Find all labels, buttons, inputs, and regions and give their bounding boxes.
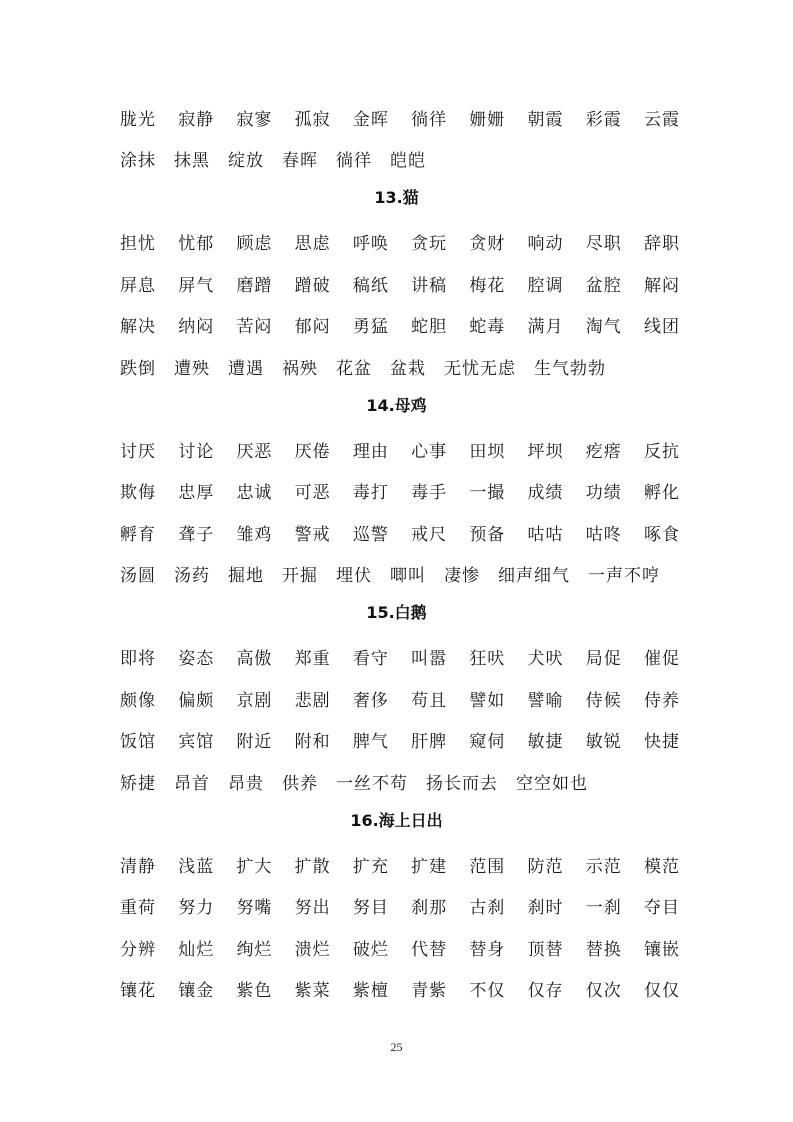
vocabulary-word: 努出: [294, 898, 331, 918]
word-row: [120, 310, 680, 340]
vocabulary-word: 线团: [643, 317, 680, 337]
vocabulary-word: 蹭破: [294, 275, 331, 296]
vocabulary-word: 范围: [469, 856, 506, 877]
vocabulary-word: 催促: [643, 649, 680, 669]
word-row: [120, 849, 680, 879]
vocabulary-word: 腔调: [527, 275, 564, 296]
vocabulary-word: 灿烂: [178, 939, 215, 960]
word-row: [120, 476, 680, 506]
vocabulary-word: 抹黑: [174, 151, 210, 171]
vocabulary-word: 局促: [585, 649, 622, 669]
vocabulary-word: 寂寥: [236, 109, 273, 130]
vocabulary-word: 忧郁: [178, 234, 215, 254]
vocabulary-word: 昂首: [174, 773, 210, 794]
vocabulary-word: 仅存: [527, 981, 564, 1001]
vocabulary-word: 仅次: [585, 981, 622, 1001]
vocabulary-word: 跌倒: [120, 358, 156, 379]
vocabulary-word: 贪财: [469, 234, 506, 254]
vocabulary-word: 辞职: [643, 234, 680, 254]
vocabulary-word: 分辨: [120, 939, 156, 960]
vocabulary-word: 努目: [352, 898, 389, 918]
vocabulary-word: 悲剧: [294, 690, 331, 711]
vocabulary-word: 替身: [469, 939, 506, 960]
word-row: [120, 268, 680, 298]
vocabulary-word: 譬如: [469, 690, 506, 711]
vocabulary-word: 郁闷: [294, 317, 331, 337]
vocabulary-word: 胧光: [120, 109, 156, 130]
vocabulary-word: 彩霞: [585, 109, 622, 130]
vocabulary-word: 窥伺: [469, 732, 506, 752]
vocabulary-word: 磨蹭: [236, 275, 273, 296]
vocabulary-word: 警戒: [294, 524, 331, 545]
vocabulary-word: 紫色: [236, 981, 273, 1001]
lesson-heading: 16.海上日出: [350, 810, 443, 830]
vocabulary-word: 汤药: [174, 566, 210, 586]
vocabulary-word: 扩大: [236, 856, 273, 877]
vocabulary-word: 顶替: [527, 939, 564, 960]
vocabulary-word: 咕咚: [585, 524, 622, 545]
vocabulary-word: 遭遇: [228, 358, 264, 379]
vocabulary-word: 譬喻: [527, 690, 564, 711]
vocabulary-word: 春晖: [282, 151, 318, 171]
vocabulary-word: 预备: [469, 524, 506, 545]
vocabulary-word: 紫檀: [352, 981, 389, 1001]
vocabulary-word: 理由: [352, 441, 389, 462]
vocabulary-word: 皑皑: [390, 151, 426, 171]
vocabulary-word: 侍养: [643, 690, 680, 711]
vocabulary-word: 蛇毒: [469, 317, 506, 337]
vocabulary-word: 欺侮: [120, 483, 156, 503]
page-number: 25: [390, 1040, 403, 1054]
vocabulary-word: 模范: [643, 856, 680, 877]
vocabulary-word: 一声不哼: [588, 566, 660, 586]
word-row: [120, 683, 680, 713]
vocabulary-word: 郑重: [294, 649, 331, 669]
vocabulary-word: 扩建: [411, 856, 448, 877]
vocabulary-word: 屏气: [178, 275, 215, 296]
vocabulary-word: 即将: [120, 649, 156, 669]
vocabulary-word: 偏颇: [178, 690, 215, 711]
lesson-heading: 13.猫: [374, 188, 419, 207]
vocabulary-word: 示范: [585, 856, 622, 877]
vocabulary-word: 花盆: [336, 358, 372, 379]
vocabulary-word: 替换: [585, 939, 622, 960]
vocabulary-word: 破烂: [352, 939, 389, 960]
vocabulary-word: 姿态: [178, 649, 215, 669]
vocabulary-word: 看守: [352, 649, 389, 669]
vocabulary-word: 勇猛: [352, 317, 389, 337]
vocabulary-word: 昂贵: [228, 773, 264, 794]
vocabulary-word: 京剧: [236, 690, 273, 711]
word-row: [120, 227, 680, 257]
vocabulary-word: 颇像: [120, 690, 156, 711]
vocabulary-word: 镶嵌: [643, 939, 680, 960]
vocabulary-word: 朝霞: [527, 109, 564, 130]
word-row: [120, 974, 680, 1004]
vocabulary-word: 唧叫: [390, 566, 426, 586]
vocabulary-word: 顾虑: [236, 234, 273, 254]
vocabulary-word: 田坝: [469, 441, 506, 462]
vocabulary-word: 一刹: [585, 898, 622, 918]
vocabulary-word: 紫菜: [294, 981, 331, 1001]
vocabulary-word: 成绩: [527, 483, 564, 503]
vocabulary-word: 苦闷: [236, 317, 273, 337]
vocabulary-word: 孵育: [120, 524, 156, 545]
vocabulary-word: 夺目: [643, 898, 680, 918]
vocabulary-word: 反抗: [643, 441, 680, 462]
vocabulary-word: 空空如也: [516, 773, 588, 794]
vocabulary-word: 溃烂: [294, 939, 331, 960]
vocabulary-word: 蛇胆: [411, 317, 448, 337]
vocabulary-word: 脾气: [352, 732, 389, 752]
word-row: [120, 891, 680, 921]
vocabulary-word: 古刹: [469, 898, 506, 918]
vocabulary-word: 附和: [294, 732, 331, 752]
vocabulary-word: 孵化: [643, 483, 680, 503]
vocabulary-word: 高傲: [236, 649, 273, 669]
vocabulary-word: 徜徉: [336, 151, 372, 171]
vocabulary-word: 镶金: [178, 981, 215, 1001]
vocabulary-word: 青紫: [411, 981, 448, 1001]
vocabulary-word: 忠诚: [236, 483, 273, 503]
vocabulary-word: 金晖: [352, 109, 389, 130]
word-row: [120, 351, 680, 381]
vocabulary-word: 汤圆: [120, 566, 156, 586]
vocabulary-word: 埋伏: [336, 566, 372, 586]
vocabulary-word: 刹那: [411, 898, 448, 918]
vocabulary-word: 努嘴: [236, 898, 273, 918]
vocabulary-word: 坪坝: [527, 441, 564, 462]
vocabulary-word: 供养: [282, 773, 318, 794]
vocabulary-word: 扩充: [352, 856, 389, 877]
vocabulary-word: 努力: [178, 898, 215, 918]
vocabulary-word: 孤寂: [294, 109, 331, 130]
vocabulary-word: 开掘: [282, 566, 318, 586]
vocabulary-word: 镶花: [120, 981, 156, 1001]
vocabulary-word: 狂吠: [469, 649, 506, 669]
vocabulary-word: 疙瘩: [585, 441, 622, 462]
vocabulary-word: 姗姗: [469, 109, 506, 130]
vocabulary-word: 纳闷: [178, 317, 215, 337]
vocabulary-word: 附近: [236, 732, 273, 752]
vocabulary-word: 矫捷: [120, 773, 156, 794]
lesson-heading: 15.白鹅: [366, 603, 427, 622]
lesson-heading: 14.母鸡: [366, 395, 427, 415]
vocabulary-word: 代替: [411, 939, 448, 960]
vocabulary-word: 解闷: [643, 275, 680, 296]
vocabulary-word: 讨厌: [120, 441, 156, 462]
word-row: [120, 766, 680, 796]
vocabulary-word: 戒尺: [411, 524, 448, 545]
vocabulary-word: 聋子: [178, 524, 215, 545]
word-row: [120, 434, 680, 464]
vocabulary-word: 涂抹: [120, 151, 156, 171]
vocabulary-word: 寂静: [178, 109, 215, 130]
vocabulary-word: 盆栽: [390, 358, 426, 379]
vocabulary-word: 梅花: [469, 275, 506, 296]
vocabulary-word: 雏鸡: [236, 524, 273, 545]
vocabulary-word: 毒打: [352, 483, 389, 503]
vocabulary-word: 凄惨: [444, 566, 480, 586]
vocabulary-word: 不仅: [469, 981, 506, 1001]
vocabulary-word: 绽放: [228, 151, 264, 171]
word-row: [120, 559, 680, 589]
vocabulary-word: 仅仅: [643, 981, 680, 1001]
vocabulary-word: 解决: [120, 317, 156, 337]
vocabulary-word: 咕咕: [527, 524, 564, 545]
vocabulary-word: 啄食: [643, 524, 680, 545]
word-row: [120, 102, 680, 132]
vocabulary-word: 可恶: [294, 483, 331, 503]
vocabulary-word: 敏锐: [585, 732, 622, 752]
vocabulary-word: 尽职: [585, 234, 622, 254]
vocabulary-word: 担忧: [120, 234, 156, 254]
vocabulary-word: 细声细气: [498, 566, 570, 586]
vocabulary-word: 呼唤: [352, 234, 389, 254]
word-row: [120, 517, 680, 547]
word-row: [120, 932, 680, 962]
vocabulary-word: 毒手: [411, 483, 448, 503]
vocabulary-word: 淘气: [585, 317, 622, 337]
vocabulary-word: 刹时: [527, 898, 564, 918]
vocabulary-word: 防范: [527, 856, 564, 877]
word-row: [120, 144, 680, 174]
vocabulary-word: 敏捷: [527, 732, 564, 752]
vocabulary-word: 厌倦: [294, 441, 331, 462]
vocabulary-word: 扬长而去: [426, 773, 498, 794]
vocabulary-word: 犬吠: [527, 649, 564, 669]
vocabulary-word: 掘地: [228, 566, 264, 586]
vocabulary-word: 思虑: [294, 234, 331, 254]
word-row: [120, 725, 680, 755]
vocabulary-word: 清静: [120, 856, 156, 877]
vocabulary-word: 快捷: [643, 732, 680, 752]
vocabulary-word: 绚烂: [236, 939, 273, 960]
vocabulary-word: 无忧无虑: [444, 358, 516, 379]
vocabulary-word: 肝脾: [411, 732, 448, 752]
vocabulary-word: 浅蓝: [178, 856, 215, 877]
vocabulary-word: 生气勃勃: [534, 358, 606, 379]
vocabulary-word: 苟且: [411, 690, 448, 711]
vocabulary-word: 巡警: [352, 524, 389, 545]
vocabulary-word: 忠厚: [178, 483, 215, 503]
vocabulary-word: 重荷: [120, 898, 156, 918]
vocabulary-word: 遭殃: [174, 358, 210, 379]
vocabulary-word: 盆腔: [585, 275, 622, 296]
vocabulary-word: 扩散: [294, 856, 331, 877]
vocabulary-word: 厌恶: [236, 441, 273, 462]
vocabulary-word: 功绩: [585, 483, 622, 503]
vocabulary-word: 宾馆: [178, 732, 215, 752]
vocabulary-word: 奢侈: [352, 690, 389, 711]
vocabulary-word: 祸殃: [282, 358, 318, 379]
vocabulary-word: 讲稿: [411, 275, 448, 296]
vocabulary-word: 稿纸: [352, 275, 389, 296]
vocabulary-word: 侍候: [585, 690, 622, 711]
vocabulary-word: 屏息: [120, 275, 156, 296]
vocabulary-word: 讨论: [178, 441, 215, 462]
vocabulary-word: 响动: [527, 234, 564, 254]
word-row: [120, 642, 680, 672]
vocabulary-word: 饭馆: [120, 732, 156, 752]
vocabulary-word: 一撮: [469, 483, 506, 503]
vocabulary-word: 云霞: [643, 109, 680, 130]
vocabulary-word: 叫嚣: [411, 649, 448, 669]
vocabulary-word: 满月: [527, 317, 564, 337]
vocabulary-word: 贪玩: [411, 234, 448, 254]
vocabulary-word: 一丝不苟: [336, 773, 408, 794]
vocabulary-word: 徜徉: [411, 109, 448, 130]
vocabulary-word: 心事: [411, 441, 448, 462]
